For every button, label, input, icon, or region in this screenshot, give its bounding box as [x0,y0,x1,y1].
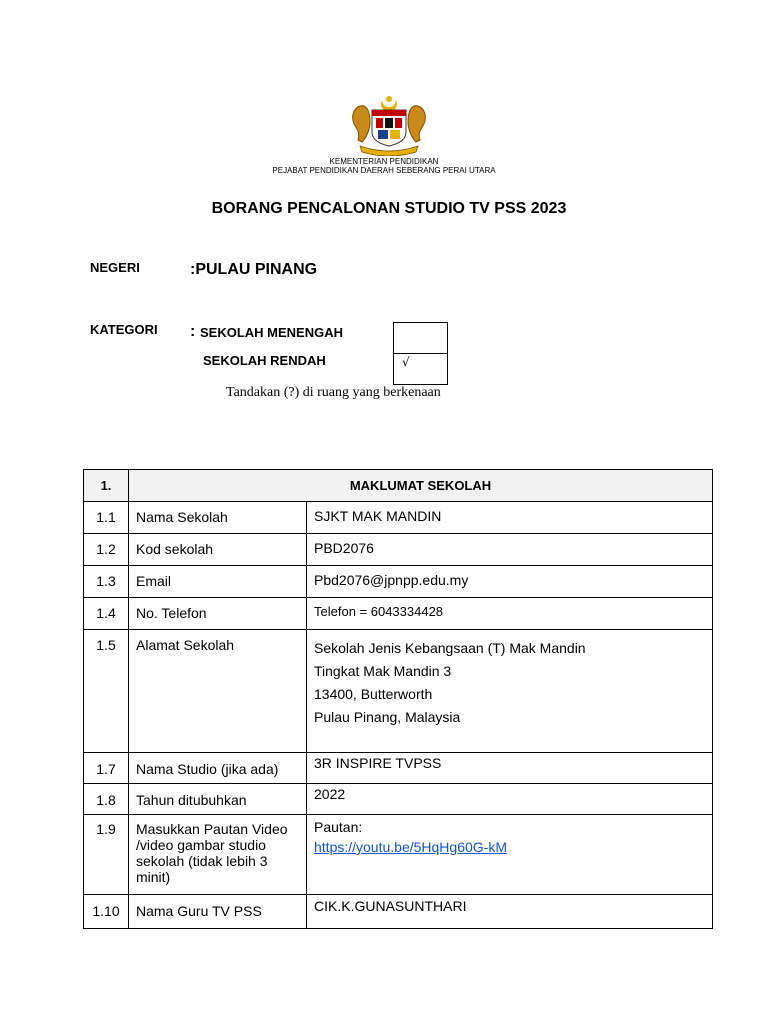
negeri-value: :PULAU PINANG [190,261,318,278]
row-label: Tahun ditubuhkan [129,784,307,815]
table-row [84,630,713,753]
section-title: MAKLUMAT SEKOLAH [129,470,713,502]
negeri-label: NEGERI [90,260,140,275]
row-number: 1.3 [84,566,129,598]
row-label: Nama Sekolah [129,502,307,534]
address-line: Sekolah Jenis Kebangsaan (T) Mak Mandin [314,640,586,656]
kategori-label: KATEGORI [90,322,158,337]
teacher-name-value: CIK.K.GUNASUNTHARI [307,895,713,929]
row-label: No. Telefon [129,598,307,630]
row-number: 1.5 [84,630,129,753]
row-label: Masukkan Pautan Video /video gambar studio sekolah (tidak lebih 3 minit) [129,815,307,895]
checkbox-sekolah-menengah[interactable] [393,322,448,354]
district-office-name: PEJABAT PENDIDIKAN DAERAH SEBERANG PERAI UTARA [272,166,496,175]
address-line: Tingkat Mak Mandin 3 [314,663,452,679]
video-link[interactable]: https://youtu.be/5HqHg60G-kM [314,839,507,855]
ministry-name: KEMENTERIAN PENDIDIKAN [329,157,439,166]
coat-of-arms-icon [348,94,430,156]
row-label: Nama Guru TV PSS [129,895,307,929]
phone-value: Telefon = 6043334428 [307,598,713,630]
address-line: 13400, Butterworth [314,686,433,702]
row-number: 1.9 [84,815,129,895]
checkbox-sekolah-rendah[interactable] [393,353,448,385]
row-number: 1.4 [84,598,129,630]
table-row [84,598,713,630]
row-number: 1.8 [84,784,129,815]
table-header-row [84,470,713,502]
row-label: Alamat Sekolah [129,630,307,753]
option-sekolah-menengah: SEKOLAH MENENGAH [200,325,344,340]
row-label: Nama Studio (jika ada) [129,753,307,784]
row-label: Kod sekolah [129,534,307,566]
address-line: Pulau Pinang, Malaysia [314,709,461,725]
table-row [84,566,713,598]
table-row [84,784,713,815]
school-name-value: SJKT MAK MANDIN [307,502,713,534]
address-value [307,630,713,753]
check-mark-icon: √ [402,355,410,369]
instruction-note: Tandakan (?) di ruang yang berkenaan [226,385,441,400]
row-number: 1.10 [84,895,129,929]
row-label: Email [129,566,307,598]
email-value: Pbd2076@jpnpp.edu.my [307,566,713,598]
table-row [84,753,713,784]
table-row [84,502,713,534]
kategori-colon: : [190,323,196,340]
section-number: 1. [84,470,129,502]
table-row [84,815,713,895]
table-row [84,534,713,566]
row-number: 1.2 [84,534,129,566]
school-info-table [83,469,713,929]
school-code-value: PBD2076 [307,534,713,566]
form-title: BORANG PENCALONAN STUDIO TV PSS 2023 [211,200,567,217]
link-prefix: Pautan: [314,819,363,835]
row-number: 1.7 [84,753,129,784]
option-sekolah-rendah: SEKOLAH RENDAH [203,353,326,368]
video-link-cell [307,815,713,895]
studio-name-value: 3R INSPIRE TVPSS [307,753,713,784]
row-number: 1.1 [84,502,129,534]
table-row [84,895,713,929]
year-established-value: 2022 [307,784,713,815]
